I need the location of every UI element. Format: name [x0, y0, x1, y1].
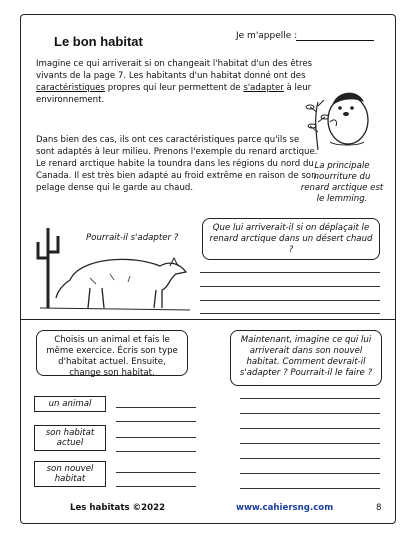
intro-text-2: propres qui leur permettent de	[105, 83, 244, 93]
name-label: Je m'appelle :	[236, 31, 298, 41]
page-title: Le bon habitat	[54, 34, 143, 49]
fox-caption: Pourrait-il s'adapter ?	[86, 233, 179, 243]
footer-url[interactable]: www.cahiersng.com	[236, 503, 334, 513]
new-habitat-line[interactable]	[116, 486, 196, 487]
current-habitat-line[interactable]	[116, 451, 196, 452]
current-habitat-line[interactable]	[116, 437, 196, 438]
reflection-line[interactable]	[240, 398, 380, 399]
intro-text-3: à leur environnement.	[36, 83, 312, 105]
section-divider	[20, 319, 396, 320]
reflection-line[interactable]	[240, 458, 380, 459]
fox-desert-illustration	[30, 218, 200, 316]
keyword-s-adapter: s'adapter	[243, 83, 284, 93]
keyword-caracteristiques: caractéristiques	[36, 83, 105, 93]
reflection-line[interactable]	[240, 413, 380, 414]
lemming-illustration	[300, 62, 380, 152]
footer-copyright: Les habitats ©2022	[70, 503, 166, 513]
answer-line[interactable]	[200, 272, 380, 273]
animal-answer-line[interactable]	[116, 407, 196, 408]
question-fox-desert: Que lui arriverait-il si on déplaçait le renard arctique dans un désert chaud ?	[202, 218, 380, 260]
arctic-fox-paragraph: Dans bien des cas, ils ont ces caractéristiques parce qu'ils se sont adaptés à leur milieu. Prenons l'exemple du renard arctique. Le renard arctique habite la toundra dans les régions du nord du Canada. Il est très bien adapté au froid extrême en raison de son pelage dense qui le garde au chaud.	[36, 135, 318, 193]
label-current-habitat: son habitat actuel	[34, 425, 106, 451]
page-number: 8	[376, 503, 382, 513]
intro-text-1: Imagine ce qui arriverait si on changeait l'habitat d'un des êtres vivants de la page 7. Les habitants d'un habitat donné ont des	[36, 59, 313, 81]
name-field-line[interactable]	[296, 40, 374, 41]
question-new-habitat: Maintenant, imagine ce qui lui arriverait dans son nouvel habitat. Comment devrait-il s'adapter ? Pourrait-il le faire ?	[230, 330, 382, 386]
label-new-habitat: son nouvel habitat	[34, 461, 106, 487]
reflection-line[interactable]	[240, 443, 380, 444]
reflection-line[interactable]	[240, 488, 380, 489]
answer-line[interactable]	[200, 300, 380, 301]
answer-line[interactable]	[200, 286, 380, 287]
lemming-caption: La principale nourriture du renard arctique est le lemming.	[300, 161, 384, 204]
label-animal: un animal	[34, 396, 106, 412]
reflection-line[interactable]	[240, 473, 380, 474]
reflection-line[interactable]	[240, 428, 380, 429]
answer-line[interactable]	[200, 313, 380, 314]
new-habitat-line[interactable]	[116, 472, 196, 473]
animal-answer-line[interactable]	[116, 421, 196, 422]
intro-paragraph	[36, 58, 320, 106]
activity-instructions: Choisis un animal et fais le même exercice. Écris son type d'habitat actuel. Ensuite, change son habitat.	[36, 330, 188, 376]
